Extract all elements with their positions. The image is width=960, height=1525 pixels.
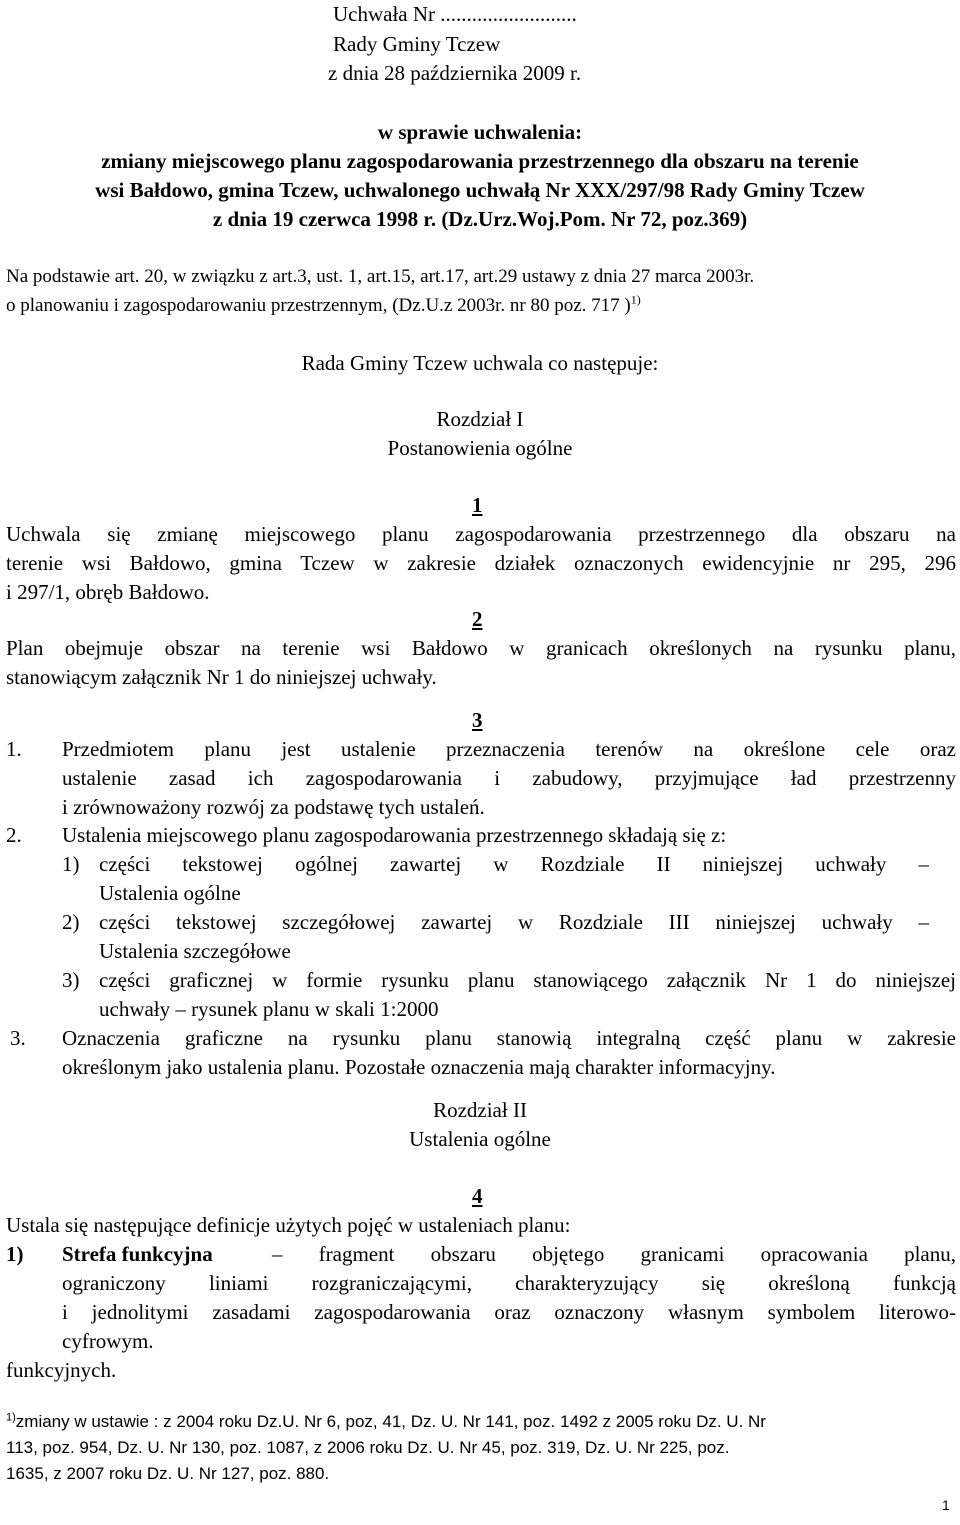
- item-number: 3): [62, 968, 80, 992]
- definition-line: cyfrowym.: [62, 1329, 154, 1353]
- section-2-line: Plan obejmuje obszar na terenie wsi Bałdowo w granicach określonych na rysunku planu,: [6, 636, 956, 660]
- section-1-line: i 297/1, obręb Bałdowo.: [6, 580, 210, 604]
- section-3-line: Ustalenia miejscowego planu zagospodarowania przestrzennego składają się z:: [62, 823, 727, 847]
- definition-line: ograniczony liniami rozgraniczającymi, charakteryzujący się określoną funkcją: [62, 1271, 956, 1295]
- section-3-line: i zrównoważony rozwój za podstawę tych ustaleń.: [62, 795, 485, 819]
- subject-line: z dnia 19 czerwca 1998 r. (Dz.Urz.Woj.Pom. Nr 72, poz.369): [212, 207, 748, 231]
- trailing-text: funkcyjnych.: [6, 1358, 117, 1382]
- footnote-line: $^{1)}$zmiany w ustawie : z 2004 roku Dz.U. Nr 6, poz, 41, Dz. U. Nr 141, poz. 1492 z 2005 roku Dz. U. Nr: [6, 1411, 766, 1431]
- footnote-reference: 1): [630, 292, 641, 307]
- subject-line: zmiany miejscowego planu zagospodarowania przestrzennego dla obszaru na terenie: [101, 149, 859, 173]
- subject-line: w sprawie uchwalenia:: [377, 120, 583, 144]
- council-name: Rady Gminy Tczew: [333, 32, 501, 56]
- legal-basis-line: o planowaniu i zagospodarowaniu przestrzennym, (Dz.U.z 2003r. nr 80 poz. 717 )$^{1)}$: [6, 292, 641, 316]
- chapter-subtitle: Ustalenia ogólne: [409, 1127, 551, 1151]
- section-3-item-line: części tekstowej ogólnej zawartej w Rozdziale II niniejszej uchwały –: [99, 852, 929, 876]
- section-mark-3: 3: [472, 708, 483, 732]
- section-2-line: stanowiącym załącznik Nr 1 do niniejszej uchwały.: [6, 665, 437, 689]
- page-number: 1: [942, 1497, 950, 1513]
- paragraph-number: 2.: [6, 823, 22, 847]
- resolution-statement: Rada Gminy Tczew uchwala co następuje:: [301, 351, 659, 375]
- section-3-line: określonym jako ustalenia planu. Pozostałe oznaczenia mają charakter informacyjny.: [62, 1055, 776, 1079]
- section-mark-1: 1: [472, 493, 483, 517]
- section-1-line: terenie wsi Bałdowo, gmina Tczew w zakresie działek oznaczonych ewidencyjnie nr 295, 296: [6, 551, 956, 575]
- footnote-line: 113, poz. 954, Dz. U. Nr 130, poz. 1087, z 2006 roku Dz. U. Nr 45, poz. 319, Dz. U. Nr 225, poz.: [6, 1438, 730, 1457]
- chapter-subtitle: Postanowienia ogólne: [387, 436, 573, 460]
- section-3-item-line: części graficznej w formie rysunku planu stanowiącego załącznik Nr 1 do niniejszej: [99, 968, 956, 992]
- paragraph-number: 3.: [10, 1026, 26, 1050]
- item-number: 2): [62, 910, 80, 934]
- footnote-mark: 1): [6, 1411, 16, 1424]
- section-3-item-line: uchwały – rysunek planu w skali 1:2000: [99, 997, 439, 1021]
- resolution-number: Uchwała Nr ..........................: [333, 2, 577, 26]
- paragraph-number: 1.: [6, 737, 22, 761]
- item-number: 1): [62, 852, 80, 876]
- subject-line: wsi Bałdowo, gmina Tczew, uchwalonego uchwałą Nr XXX/297/98 Rady Gminy Tczew: [95, 178, 865, 202]
- footnote-line: 1635, z 2007 roku Dz. U. Nr 127, poz. 880.: [6, 1464, 330, 1483]
- chapter-title: Rozdział I: [436, 407, 524, 431]
- section-3-line: ustalenie zasad ich zagospodarowania i zabudowy, przyjmujące ład przestrzenny: [62, 766, 956, 790]
- section-3-line: Oznaczenia graficzne na rysunku planu stanowią integralną część planu w zakresie: [62, 1026, 956, 1050]
- resolution-date: z dnia 28 października 2009 r.: [328, 61, 582, 85]
- section-4-intro: Ustala się następujące definicje użytych pojęć w ustaleniach planu:: [6, 1213, 571, 1237]
- legal-basis-line: Na podstawie art. 20, w związku z art.3, ust. 1, art.15, art.17, art.29 ustawy z dnia 27 marca 2003r.: [6, 266, 755, 287]
- definition-number: 1): [6, 1242, 24, 1266]
- definition-term: Strefa funkcyjna: [62, 1242, 213, 1266]
- section-3-item-line: Ustalenia ogólne: [99, 881, 241, 905]
- chapter-title: Rozdział II: [433, 1098, 527, 1122]
- section-3-item-line: Ustalenia szczegółowe: [99, 939, 291, 963]
- section-3-item-line: części tekstowej szczegółowej zawartej w Rozdziale III niniejszej uchwały –: [99, 910, 929, 934]
- section-3-line: Przedmiotem planu jest ustalenie przeznaczenia terenów na określone cele oraz: [62, 737, 956, 761]
- definition-line: i jednolitymi zasadami zagospodarowania oraz oznaczony własnym symbolem literowo-: [62, 1300, 956, 1324]
- section-mark-2: 2: [472, 607, 483, 631]
- section-mark-4: 4: [472, 1184, 483, 1208]
- section-1-line: Uchwala się zmianę miejscowego planu zagospodarowania przestrzennego dla obszaru na: [6, 522, 956, 546]
- definition-line: – fragment obszaru objętego granicami opracowania planu,: [272, 1242, 956, 1266]
